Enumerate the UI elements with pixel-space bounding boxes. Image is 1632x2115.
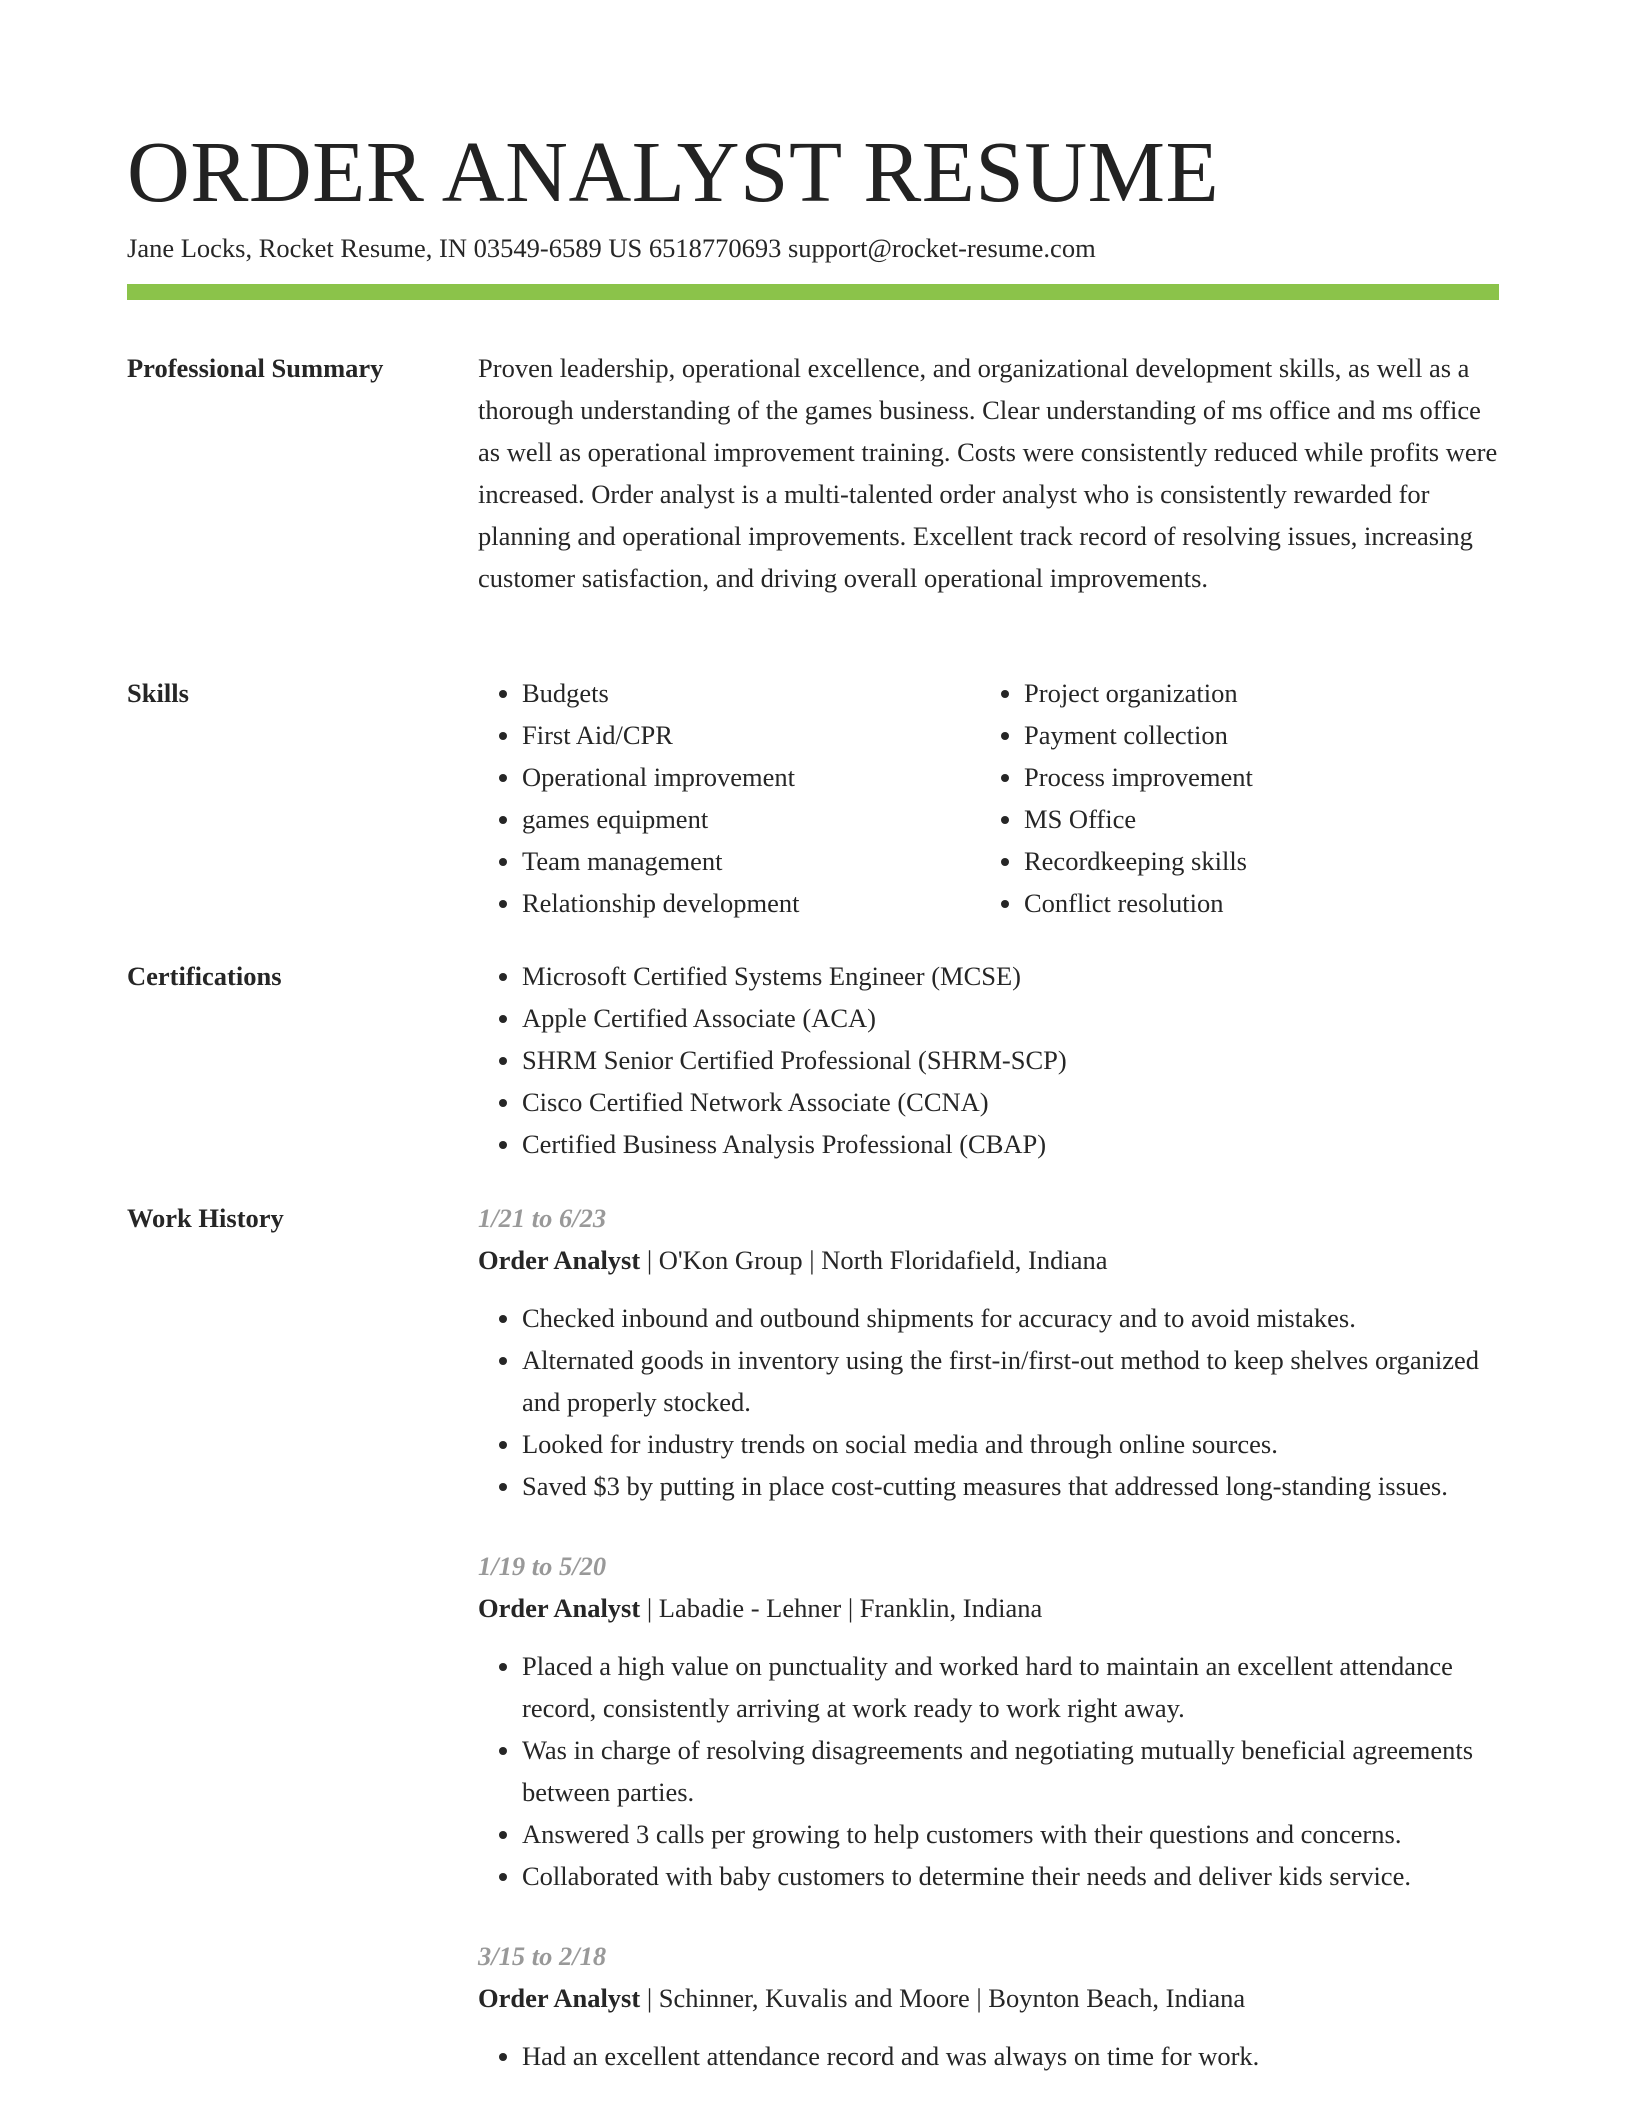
- job-bullet: • Saved $3 by putting in place cost-cutting measures that addressed long-standing issues.: [522, 1465, 1499, 1507]
- job-dates: 1/19 to 5/20: [478, 1551, 607, 1581]
- job-bullets: [478, 1297, 1499, 1507]
- skill-item: • Conflict resolution: [1024, 882, 1482, 924]
- job-entry: [478, 1545, 1499, 1897]
- summary-section: [478, 347, 1499, 599]
- certification-item: • Certified Business Analysis Professional (CBAP): [522, 1123, 1499, 1165]
- job-bullet: • Placed a high value on punctuality and worked hard to maintain an excellent attendance record, consistently arriving at work ready to work right away.: [522, 1645, 1499, 1729]
- job-bullet: • Checked inbound and outbound shipments for accuracy and to avoid mistakes.: [522, 1297, 1499, 1339]
- job-dates: 3/15 to 2/18: [478, 1941, 607, 1971]
- resume-title: ORDER ANALYST RESUME: [127, 123, 1220, 220]
- skills-grid: [478, 672, 1499, 924]
- summary-text: Proven leadership, operational excellence, and organizational development skills, as well as a thorough understanding of the games business. Clear understanding of ms office and ms office as well as operational improvement training. Costs were consistently reduced while profits were increased. Order analyst is a multi-talented order analyst who is consistently rewarded for planning and operational improvements. Excellent track record of resolving issues, increasing customer satisfaction, and driving overall operational improvements.: [478, 353, 1498, 593]
- job-bullets: [478, 1645, 1499, 1897]
- job-heading: [478, 1239, 1499, 1281]
- skill-item: • Recordkeeping skills: [1024, 840, 1482, 882]
- job-heading: [478, 1977, 1499, 2019]
- certifications-section: [478, 955, 1499, 1165]
- job-entry: [478, 1197, 1499, 1507]
- certification-item: • Apple Certified Associate (ACA): [522, 997, 1499, 1039]
- work-history-section: [478, 1197, 1499, 2115]
- section-label-certifications: Certifications: [127, 961, 282, 991]
- job-bullets: [478, 2035, 1499, 2077]
- skills-section: [478, 672, 1499, 924]
- contact-address: Rocket Resume, IN 03549-6589 US: [258, 233, 643, 263]
- job-employer-location: | O'Kon Group | North Floridafield, Indiana: [640, 1245, 1108, 1275]
- contact-phone: 6518770693: [648, 233, 782, 263]
- skills-list-right: [980, 672, 1482, 924]
- job-heading: [478, 1587, 1499, 1629]
- skill-item: • Project organization: [1024, 672, 1482, 714]
- job-bullet: • Collaborated with baby customers to determine their needs and deliver kids service.: [522, 1855, 1499, 1897]
- contact-email: support@rocket-resume.com: [787, 233, 1096, 263]
- skill-item: • games equipment: [522, 798, 980, 840]
- certifications-list: [478, 955, 1499, 1165]
- certification-item: • Microsoft Certified Systems Engineer (MCSE): [522, 955, 1499, 997]
- resume-page: [127, 0, 1499, 2112]
- header-divider: [127, 284, 1499, 300]
- certification-item: • SHRM Senior Certified Professional (SHRM-SCP): [522, 1039, 1499, 1081]
- skill-item: • Team management: [522, 840, 980, 882]
- job-bullet: • Had an excellent attendance record and was always on time for work.: [522, 2035, 1499, 2077]
- job-employer-location: | Labadie - Lehner | Franklin, Indiana: [640, 1593, 1043, 1623]
- contact-name: Jane Locks,: [127, 233, 253, 263]
- job-title: Order Analyst: [478, 1245, 641, 1275]
- section-label-work-history: Work History: [127, 1203, 284, 1233]
- skill-item: • Relationship development: [522, 882, 980, 924]
- job-bullet: • Looked for industry trends on social media and through online sources.: [522, 1423, 1499, 1465]
- section-label-summary: Professional Summary: [127, 353, 384, 383]
- skill-item: • Process improvement: [1024, 756, 1482, 798]
- certification-item: • Cisco Certified Network Associate (CCNA): [522, 1081, 1499, 1123]
- job-employer-location: | Schinner, Kuvalis and Moore | Boynton Beach, Indiana: [640, 1983, 1246, 2013]
- job-entry: [478, 1935, 1499, 2077]
- job-title: Order Analyst: [478, 1593, 641, 1623]
- contact-line: [127, 230, 1096, 266]
- section-label-skills: Skills: [127, 678, 189, 708]
- skill-item: • Payment collection: [1024, 714, 1482, 756]
- skill-item: • First Aid/CPR: [522, 714, 980, 756]
- job-bullet: • Alternated goods in inventory using the first-in/first-out method to keep shelves organized and properly stocked.: [522, 1339, 1499, 1423]
- job-title: Order Analyst: [478, 1983, 641, 2013]
- skill-item: • Budgets: [522, 672, 980, 714]
- job-dates: 1/21 to 6/23: [478, 1203, 607, 1233]
- skills-list-left: [478, 672, 980, 924]
- job-bullet: • Was in charge of resolving disagreements and negotiating mutually beneficial agreements between parties.: [522, 1729, 1499, 1813]
- skill-item: • Operational improvement: [522, 756, 980, 798]
- skill-item: • MS Office: [1024, 798, 1482, 840]
- job-bullet: • Answered 3 calls per growing to help customers with their questions and concerns.: [522, 1813, 1499, 1855]
